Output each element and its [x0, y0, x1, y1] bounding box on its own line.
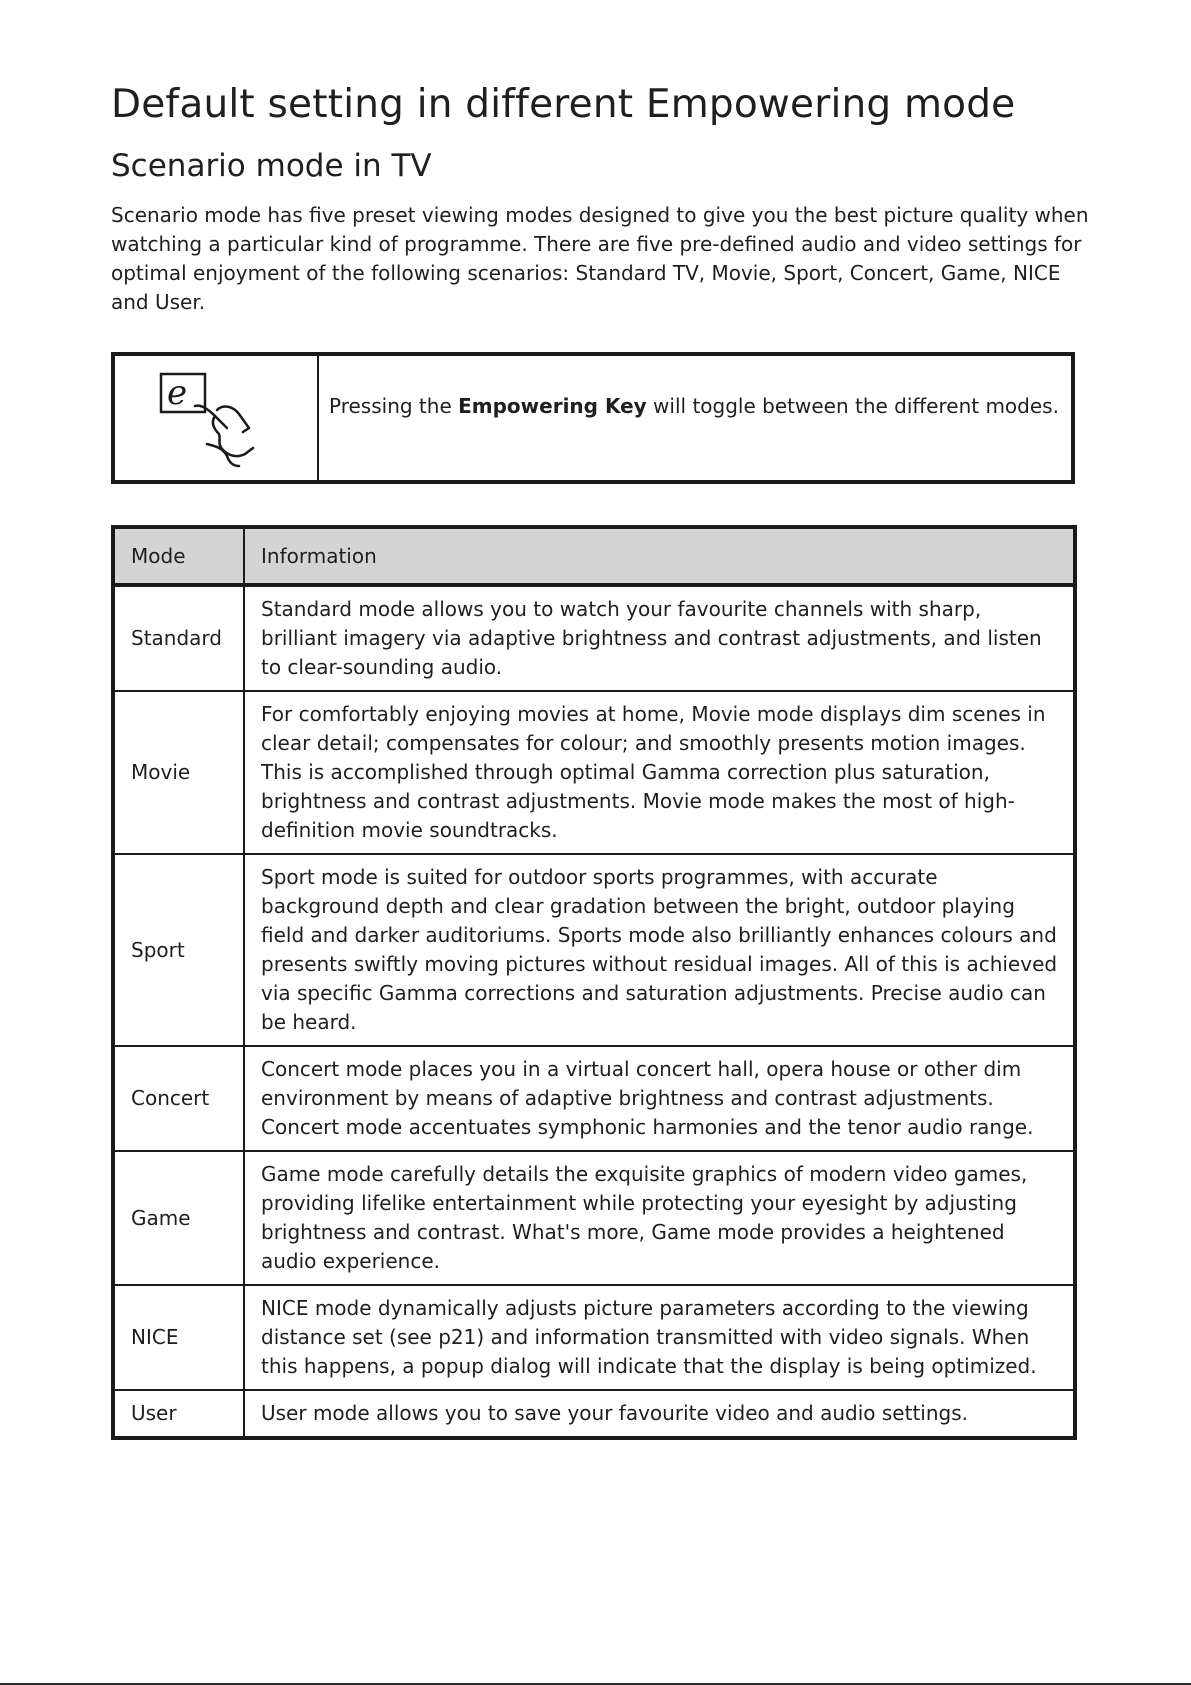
note-text [319, 356, 1059, 480]
header-information: Information [244, 527, 1075, 585]
section-title: Scenario mode in TV [111, 148, 432, 184]
modes-table [111, 525, 1077, 1440]
table-row [113, 691, 1075, 854]
table-row [113, 1285, 1075, 1390]
mode-cell: User [113, 1390, 244, 1438]
note-text-after: will toggle between the different modes. [646, 394, 1059, 418]
mode-cell: Standard [113, 585, 244, 691]
info-cell: Game mode carefully details the exquisite graphics of modern video games, providing lifelike entertainment while protecting your eyesight by adjusting brightness and contrast. What's more, Game mode provides a heightened audio experience. [244, 1151, 1075, 1285]
page-title: Default setting in different Empowering mode [111, 82, 1016, 127]
note-box [111, 352, 1075, 484]
table-row [113, 585, 1075, 691]
mode-cell: Sport [113, 854, 244, 1046]
table-header-row [113, 527, 1075, 585]
mode-cell: NICE [113, 1285, 244, 1390]
info-cell: User mode allows you to save your favourite video and audio settings. [244, 1390, 1075, 1438]
info-cell: Sport mode is suited for outdoor sports programmes, with accurate background depth and clear gradation between the bright, outdoor playing field and darker auditoriums. Sports mode also brilliantly enhances colours and presents swiftly moving pictures without residual images. All of this is achieved via specific Gamma corrections and saturation adjustments. Precise audio can be heard. [244, 854, 1075, 1046]
note-icon-cell [115, 356, 319, 480]
empowering-key-letter: e [167, 373, 188, 413]
header-mode: Mode [113, 527, 244, 585]
intro-paragraph: Scenario mode has five preset viewing modes designed to give you the best picture quality when watching a particular kind of programme. There are five pre-defined audio and video settings for optimal enjoyment of the following scenarios: Standard TV, Movie, Sport, Concert, Game, NICE and User. [111, 203, 1089, 314]
mode-cell: Concert [113, 1046, 244, 1151]
mode-cell: Game [113, 1151, 244, 1285]
table-row [113, 1151, 1075, 1285]
empowering-key-label: Empowering Key [458, 394, 647, 418]
info-cell: For comfortably enjoying movies at home, Movie mode displays dim scenes in clear detail; compensates for colour; and smoothly presents motion images. This is accomplished through optimal Gamma correction plus saturation, brightness and contrast adjustments. Movie mode makes the most of high-definition movie soundtracks. [244, 691, 1075, 854]
empowering-key-press-icon [157, 370, 267, 474]
info-cell: NICE mode dynamically adjusts picture parameters according to the viewing distance set (see p21) and information transmitted with video signals. When this happens, a popup dialog will indicate that the display is being optimized. [244, 1285, 1075, 1390]
table-row [113, 1046, 1075, 1151]
note-text-before: Pressing the [329, 394, 459, 418]
table-row [113, 1390, 1075, 1438]
info-cell: Standard mode allows you to watch your favourite channels with sharp, brilliant imagery via adaptive brightness and contrast adjustments, and listen to clear-sounding audio. [244, 585, 1075, 691]
info-cell: Concert mode places you in a virtual concert hall, opera house or other dim environment by means of adaptive brightness and contrast adjustments. Concert mode accentuates symphonic harmonies and the tenor audio range. [244, 1046, 1075, 1151]
mode-cell: Movie [113, 691, 244, 854]
table-row [113, 854, 1075, 1046]
